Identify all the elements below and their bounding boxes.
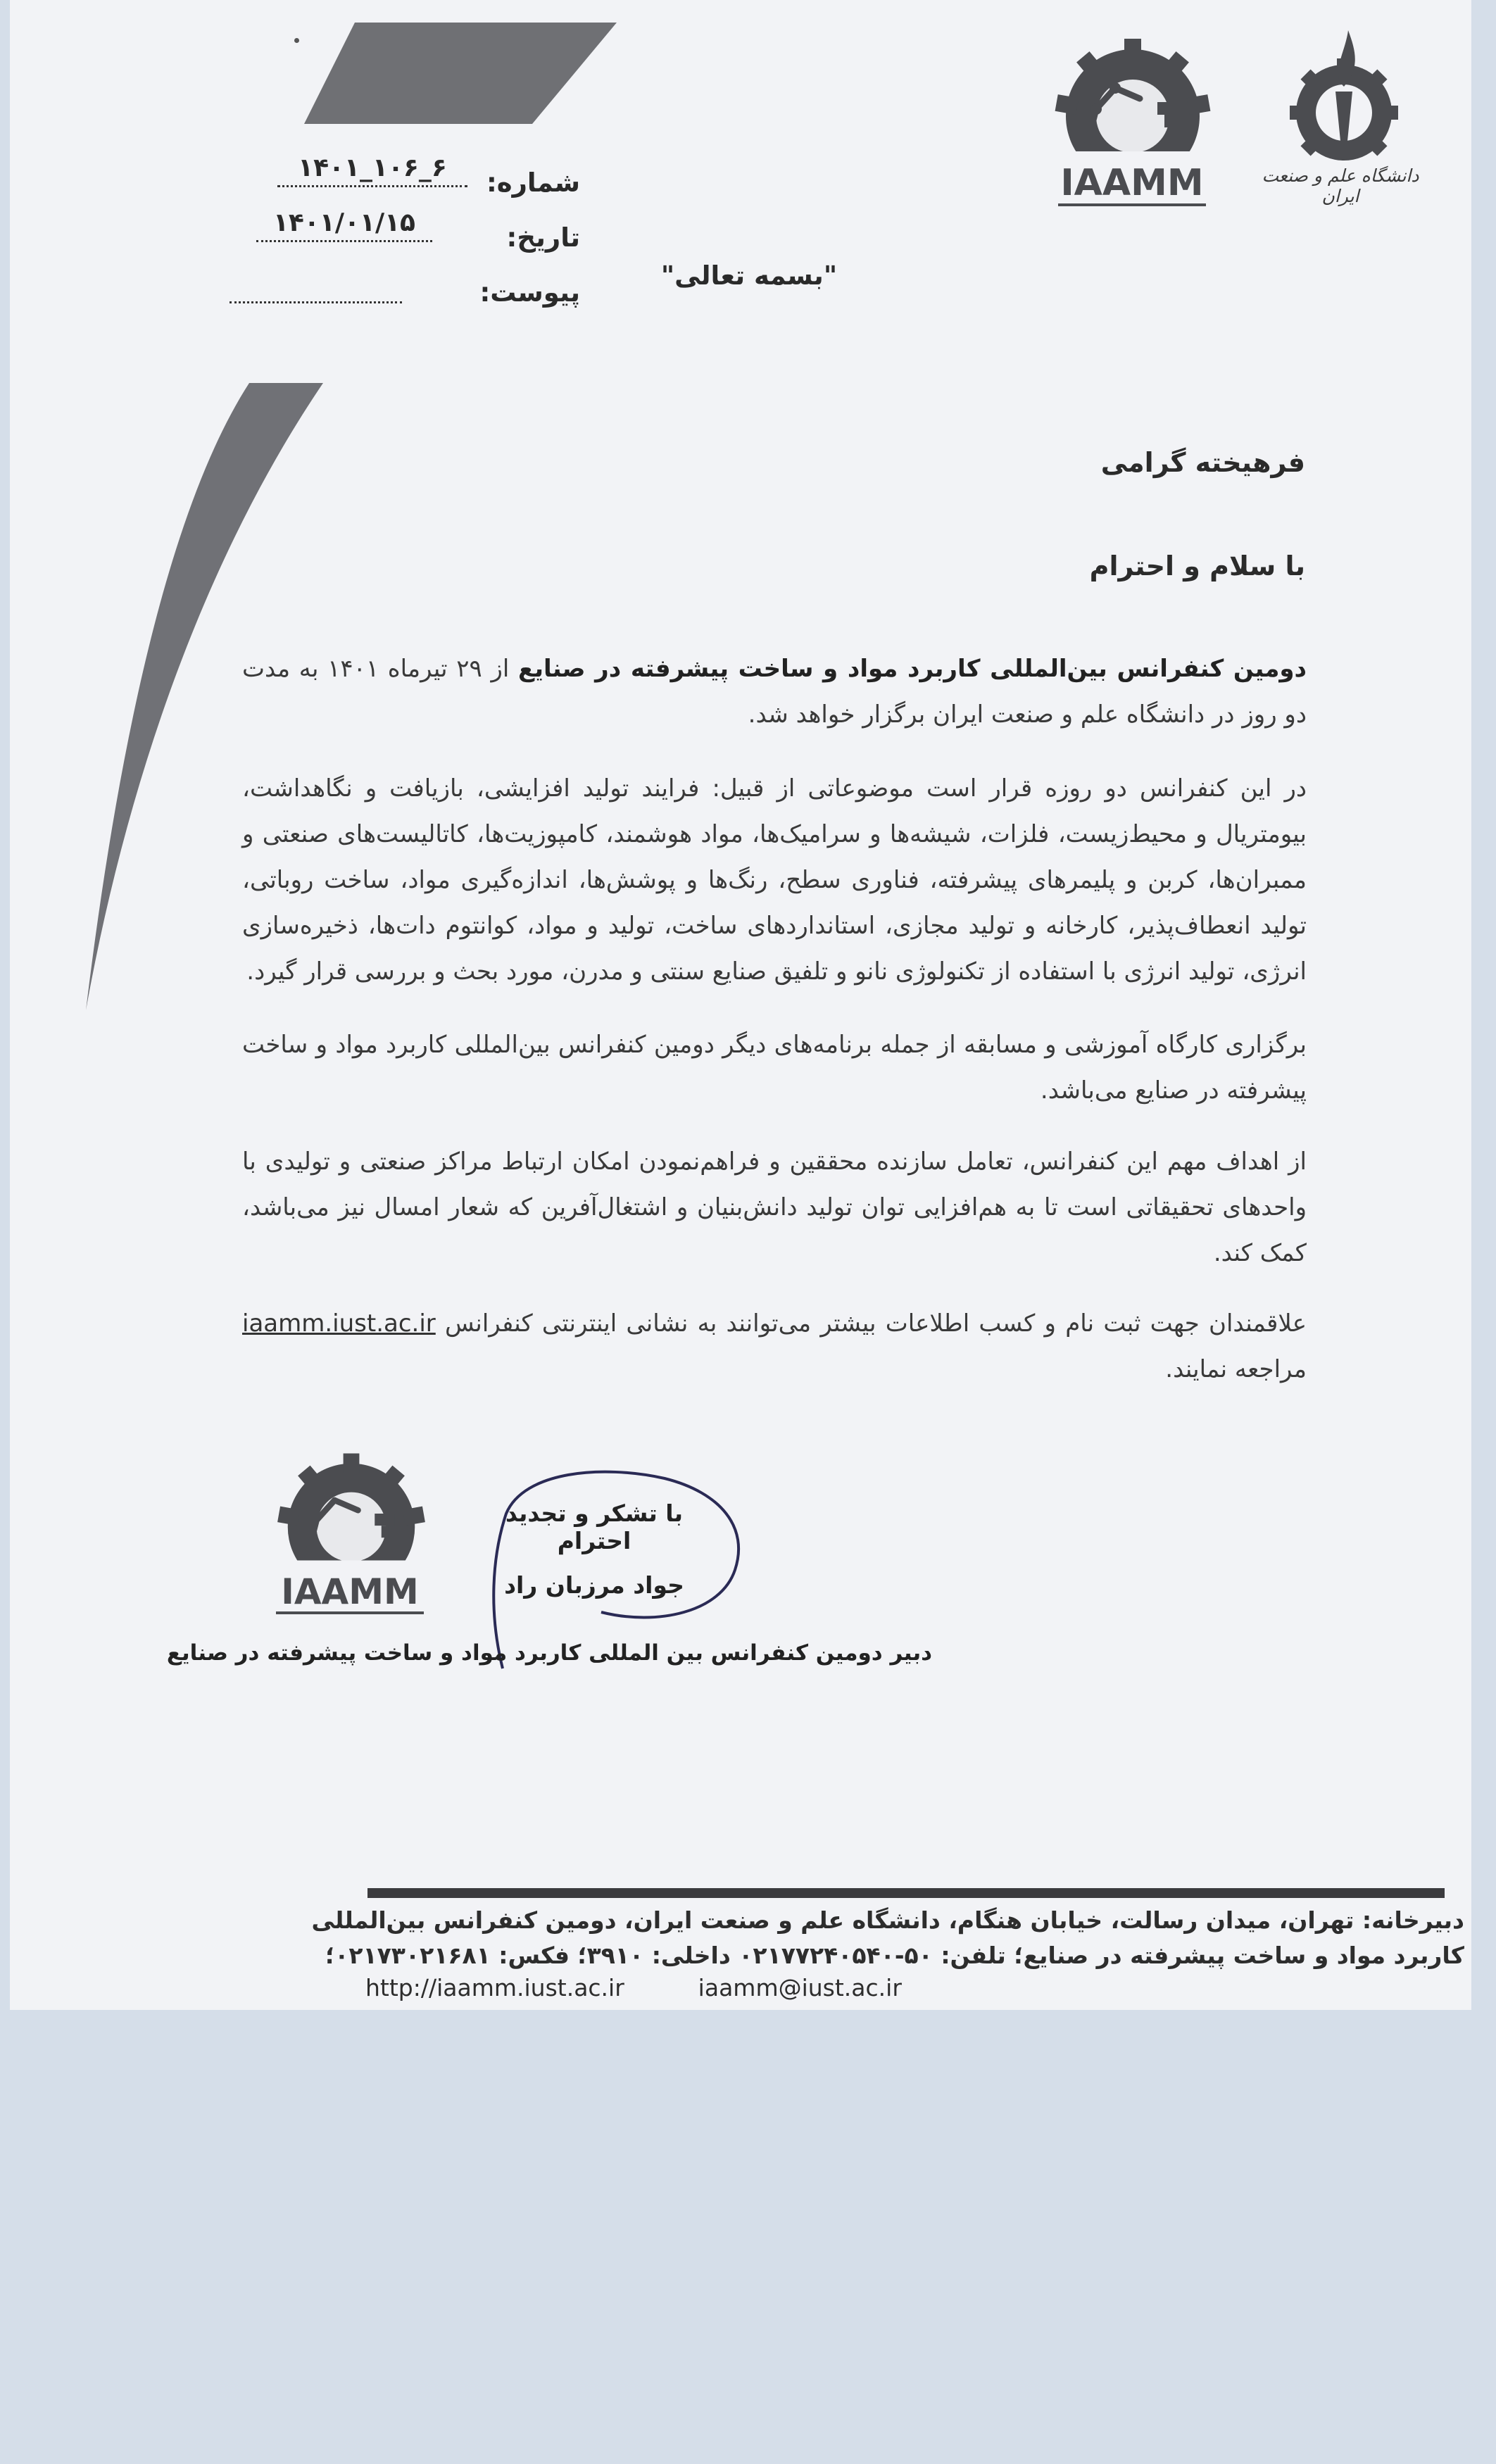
paragraph-3: برگزاری کارگاه آموزشی و مسابقه از جمله برنامه‌های دیگر دومین کنفرانس بین‌المللی کاربرد مواد و ساخت پیشرفته در صنایع می‌باشد. <box>242 1031 1307 1105</box>
conference-name: دومین کنفرانس بین‌المللی کاربرد مواد و ساخت پیشرفته در صنایع <box>517 655 1307 683</box>
conference-logo <box>1034 32 1231 208</box>
university-logo-text: دانشگاه علم و صنعت ایران <box>1262 165 1419 206</box>
torch-gear-icon <box>1281 25 1407 165</box>
paragraph-5-post: مراجعه نمایند. <box>1165 1355 1307 1383</box>
footer-rule <box>367 1888 1445 1898</box>
footer-line-3: http://iaamm.iust.ac.ir iaamm@iust.ac.ir <box>365 1974 902 2001</box>
conference-website-link[interactable]: iaamm.iust.ac.ir <box>242 1309 436 1338</box>
number-label: شماره: <box>486 168 580 198</box>
signature-logo-text: IAAMM <box>276 1572 424 1614</box>
signer-name: جواد مرزبان راد <box>504 1571 684 1599</box>
signature-logo <box>256 1447 446 1623</box>
university-logo <box>1252 25 1428 222</box>
footer-line-2: کاربرد مواد و ساخت پیشرفته در صنایع؛ تلفن: ۵۰-۰۲۱۷۷۲۴۰۵۴۰ داخلی: ۳۹۱۰؛ فکس: ۰۲۱۷۳۰۲۱۶۸۱؛ <box>325 1942 1464 1969</box>
number-value: ۶_۱۰۶_۱۴۰۱ <box>277 153 467 187</box>
paragraph-2: در این کنفرانس دو روزه قرار است موضوعاتی از قبیل: فرایند تولید افزایشی، بازیافت و نگاهداشت، بیومتریال و محیط‌زیست، فلزات، شیشه‌ها و سرامیک‌ها، مواد هوشمند، کامپوزیت‌ها، کاتالیست‌های صنعتی و ممبران‌ها، کربن و پلیمرهای پیشرفته، فناوری سطح، رنگ‌ها و پوشش‌ها، اندازه‌گیری مواد، ساخت روباتی، تولید انعطاف‌پذیر، کارخانه و تولید مجازی، استانداردهای ساخت، تولید و مواد، کوانتوم دات‌ها، ذخیره‌سازی انرژی، تولید انرژی با استفاده از تکنولوژی نانو و تلفیق صنایع سنتی و مدرن، مورد بحث و بررسی قرار گیرد. <box>242 774 1307 986</box>
conference-logo-text: IAAMM <box>1058 163 1206 206</box>
greeting: با سلام و احترام <box>1089 551 1305 582</box>
date-label: تاریخ: <box>506 222 580 253</box>
date-value: ۱۴۰۱/۰۱/۱۵ <box>256 208 432 242</box>
footer-line-1: دبیرخانه: تهران، میدان رسالت، خیابان هنگام، دانشگاه علم و صنعت ایران، دومین کنفرانس بین‌المللی <box>311 1906 1464 1934</box>
attachment-value <box>230 273 402 303</box>
gear-robot-icon <box>256 1447 446 1580</box>
basmala: "بسمه تعالی" <box>660 260 838 291</box>
paragraph-1 <box>242 646 1307 738</box>
paragraph-4: از اهداف مهم این کنفرانس، تعامل سازنده محققین و فراهم‌نمودن امکان ارتباط مراکز صنعتی و تولیدی با واحدهای تحقیقاتی است تا به هم‌افزایی توان تولید دانش‌بنیان و اشتغال‌آفرین که شعار امسال نیز می‌باشد، کمک کند. <box>242 1148 1307 1267</box>
top-stripe-decoration <box>10 0 643 141</box>
paragraph-1-rest: از ۲۹ تیرماه ۱۴۰۱ به مدت دو روز در دانشگاه علم و صنعت ایران برگزار خواهد شد. <box>242 655 1307 729</box>
paragraph-5-pre: علاقمندان جهت ثبت نام و کسب اطلاعات بیشتر می‌توانند به نشانی اینترنتی کنفرانس <box>435 1309 1307 1338</box>
signer-title: دبیر دومین کنفرانس بین المللی کاربرد مواد و ساخت پیشرفته در صنایع <box>166 1640 932 1666</box>
salutation: فرهیخته گرامی <box>1100 447 1305 478</box>
gear-robot-icon <box>1034 32 1231 172</box>
paragraph-5 <box>242 1301 1307 1393</box>
attachment-label: پیوست: <box>479 277 580 308</box>
scan-speck <box>294 38 299 43</box>
closing-text: با تشکر و تجدید احترام <box>505 1500 684 1554</box>
letter-page <box>10 0 1471 2010</box>
